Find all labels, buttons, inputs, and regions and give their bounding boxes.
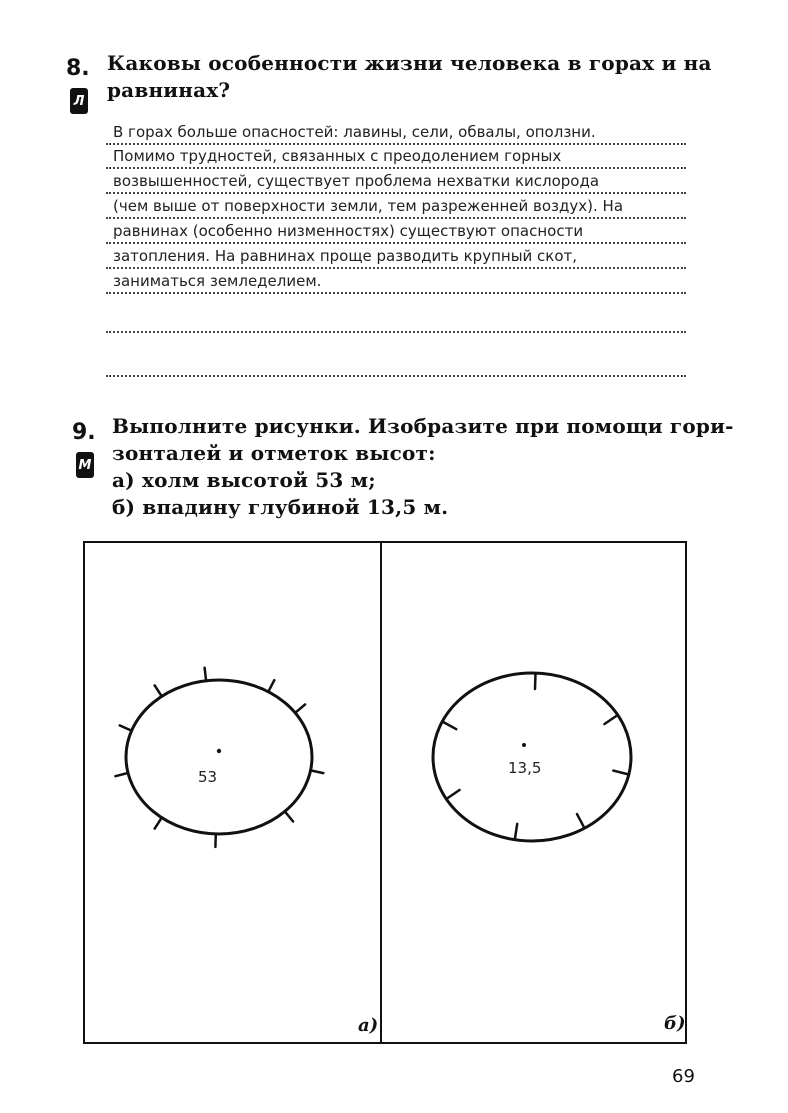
hill-slope-tick: [268, 680, 274, 692]
question-9-line: Выполните рисунки. Изобразите при помощи гори-: [112, 414, 734, 438]
depression-spot-height-dot: [522, 743, 526, 747]
answer-line: возвышенностей, существует проблема нехватки кислорода: [106, 170, 686, 194]
hill-slope-tick: [155, 818, 162, 829]
hill-slope-tick: [155, 685, 162, 696]
hill-slope-tick: [115, 773, 128, 776]
depression-slope-tick: [515, 824, 517, 840]
hill-elevation-label: 53: [198, 768, 218, 786]
level-badge-icon: Л: [70, 88, 88, 114]
depression-contour: [433, 673, 631, 841]
depression-slope-tick: [613, 771, 629, 775]
panel-a-label: а): [358, 1015, 379, 1036]
hill-slope-tick: [311, 770, 324, 773]
hill-contour: [115, 668, 323, 847]
panel-b-label: б): [664, 1013, 686, 1034]
depression-elevation-label: 13,5: [508, 759, 542, 777]
answer-line: В горах больше опасностей: лавины, сели, обвалы, оползни.: [106, 121, 686, 145]
depression-slope-tick: [442, 722, 456, 730]
question-9-line: б) впадину глубиной 13,5 м.: [112, 495, 449, 519]
question-9-line: а) холм высотой 53 м;: [112, 468, 376, 492]
hill-slope-ticks: [115, 668, 323, 847]
answer-line: (чем выше от поверхности земли, тем разреженней воздух). На: [106, 195, 686, 219]
depression-slope-tick: [577, 814, 585, 828]
hill-slope-tick: [285, 811, 293, 821]
question-8-number: 8.: [66, 56, 90, 81]
hill-spot-height-dot: [217, 749, 221, 753]
depression-slope-tick: [446, 790, 459, 799]
level-badge-icon: М: [76, 452, 94, 478]
answer-line: заниматься земледелием.: [106, 270, 686, 294]
hill-slope-tick: [295, 704, 305, 712]
answer-line: Помимо трудностей, связанных с преодолением горных: [106, 145, 686, 169]
question-9-number: 9.: [72, 420, 96, 445]
hill-slope-tick: [205, 668, 207, 681]
depression-slope-tick: [535, 673, 536, 689]
depression-contour-line: [433, 673, 631, 841]
answer-line: затопления. На равнинах проще разводить крупный скот,: [106, 245, 686, 269]
question-8-line: равнинах?: [107, 78, 231, 102]
question-9-line: зонталей и отметок высот:: [112, 441, 436, 465]
question-8-line: Каковы особенности жизни человека в горах и на: [107, 51, 712, 75]
page-number: 69: [672, 1066, 695, 1087]
depression-slope-tick: [605, 715, 618, 724]
hill-slope-tick: [120, 725, 132, 730]
answer-line: равнинах (особенно низменностях) существуют опасности: [106, 220, 686, 244]
